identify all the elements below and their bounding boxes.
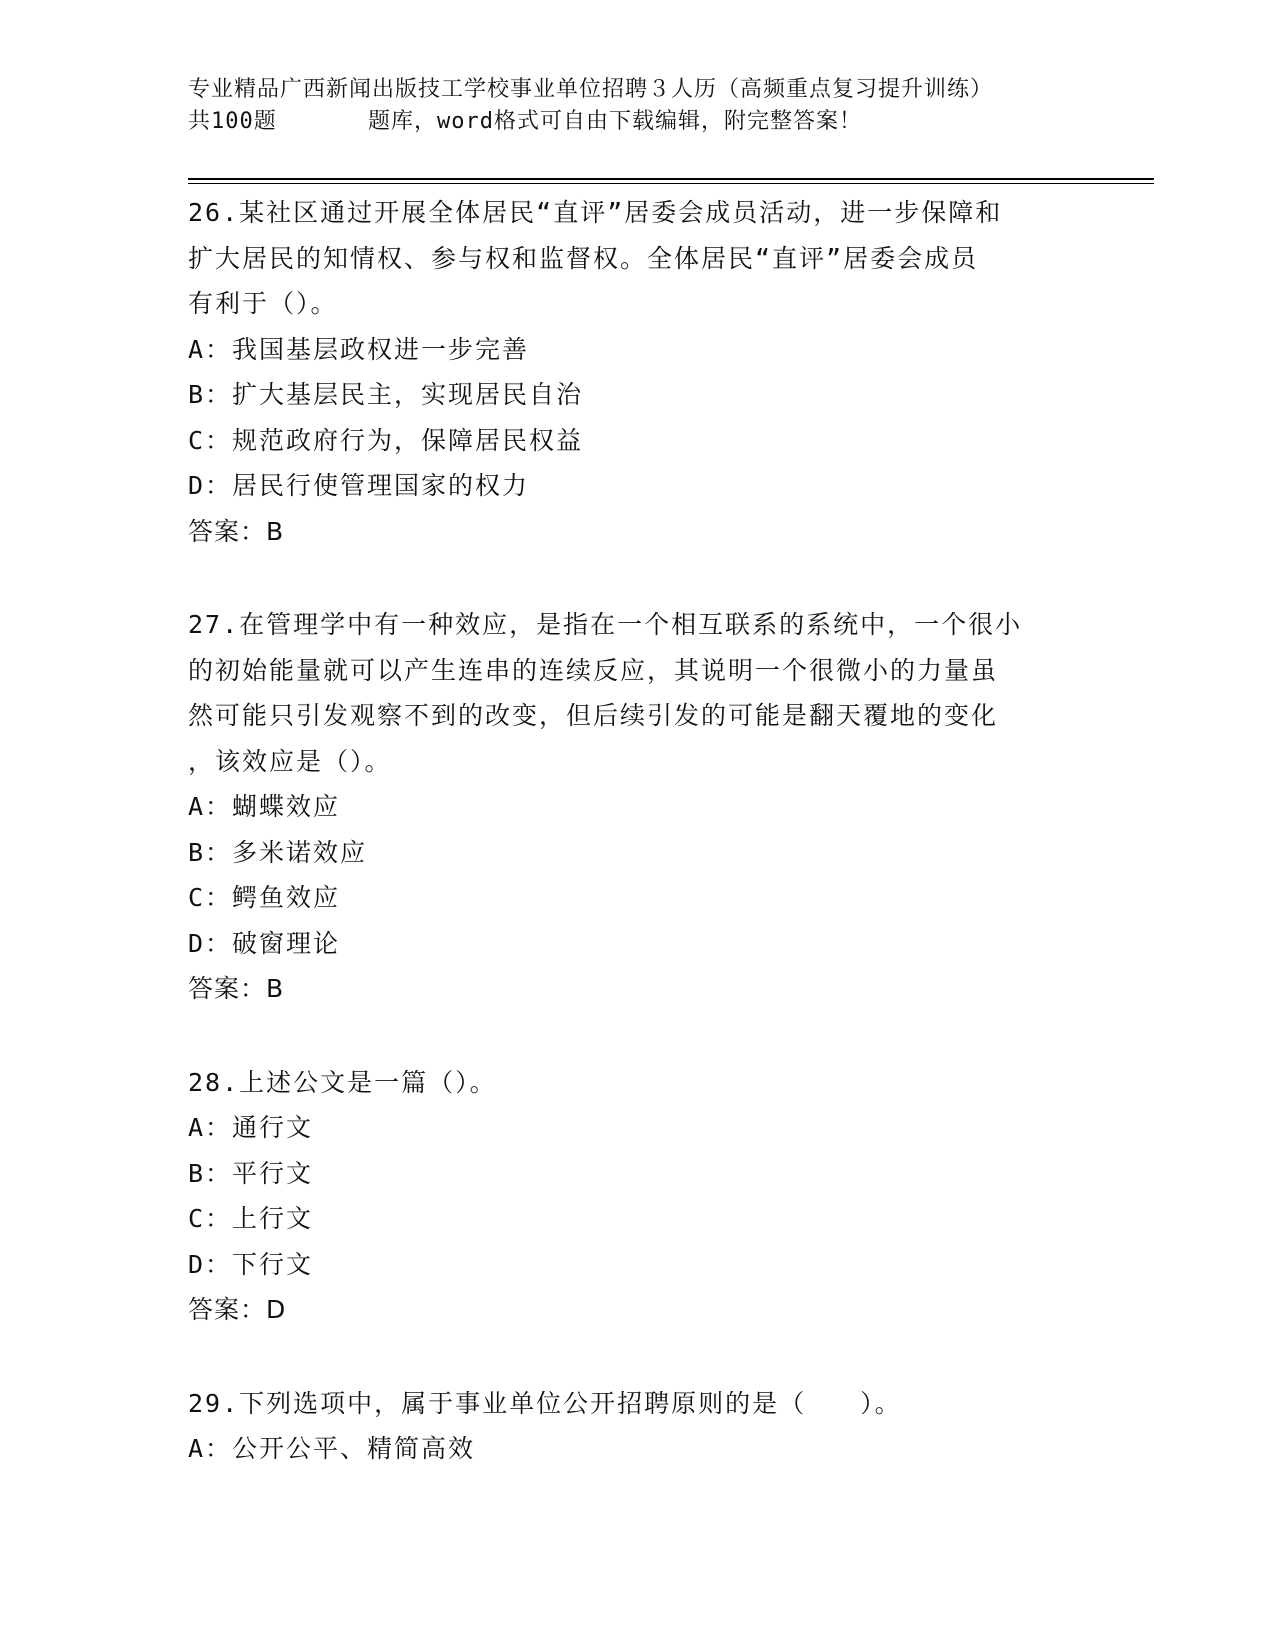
- question-text-line: 28.上述公文是一篇（）。: [188, 1067, 497, 1097]
- header-description: 题库，word格式可自由下载编辑，附完整答案！: [368, 109, 862, 134]
- question-28: [188, 1060, 1088, 1333]
- option-c: C：上行文: [188, 1204, 314, 1233]
- question-count: 共100题: [188, 109, 277, 134]
- option-c: C：鳄鱼效应: [188, 883, 341, 912]
- header-divider-thin: [188, 183, 1154, 184]
- option-b: B：多米诺效应: [188, 837, 368, 867]
- option-d: D：破窗理论: [188, 928, 341, 958]
- question-29: [188, 1381, 1088, 1472]
- question-text-line: 然可能只引发观察不到的改变，但后续引发的可能是翻天覆地的变化: [188, 701, 999, 730]
- option-b: B：平行文: [188, 1158, 314, 1188]
- option-a: A：我国基层政权进一步完善: [188, 334, 530, 364]
- option-a: A：公开公平、精简高效: [188, 1434, 476, 1463]
- question-text-line: 29.下列选项中，属于事业单位公开招聘原则的是（ ）。: [188, 1388, 902, 1418]
- answer: 答案：B: [188, 974, 285, 1003]
- header-subtitle: [188, 106, 1088, 138]
- question-26: [188, 190, 1088, 554]
- question-27: [188, 602, 1088, 1012]
- option-c: C：规范政府行为，保障居民权益: [188, 425, 584, 455]
- question-text-line: ，该效应是（）。: [188, 746, 392, 776]
- option-d: D：居民行使管理国家的权力: [188, 471, 530, 500]
- question-text-line: 26.某社区通过开展全体居民“直评”居委会成员活动，进一步保障和: [188, 198, 1003, 227]
- answer: 答案：B: [188, 516, 285, 546]
- question-list: [188, 190, 1088, 1520]
- question-text-line: 扩大居民的知情权、参与权和监督权。全体居民“直评”居委会成员: [188, 243, 979, 273]
- header-divider-thick: [188, 178, 1154, 180]
- option-d: D：下行文: [188, 1249, 314, 1279]
- header-title: 专业精品广西新闻出版技工学校事业单位招聘３人历（高频重点复习提升训练）: [188, 77, 994, 102]
- document-header: [188, 74, 1088, 138]
- answer: 答案：D: [188, 1295, 287, 1324]
- question-text-line: 27.在管理学中有一种效应，是指在一个相互联系的系统中，一个很小: [188, 610, 1023, 639]
- question-text-line: 有利于（）。: [188, 289, 338, 318]
- option-b: B：扩大基层民主，实现居民自治: [188, 380, 584, 409]
- question-text-line: 的初始能量就可以产生连串的连续反应，其说明一个很微小的力量虽: [188, 655, 999, 685]
- option-a: A：通行文: [188, 1113, 314, 1142]
- option-a: A：蝴蝶效应: [188, 792, 341, 821]
